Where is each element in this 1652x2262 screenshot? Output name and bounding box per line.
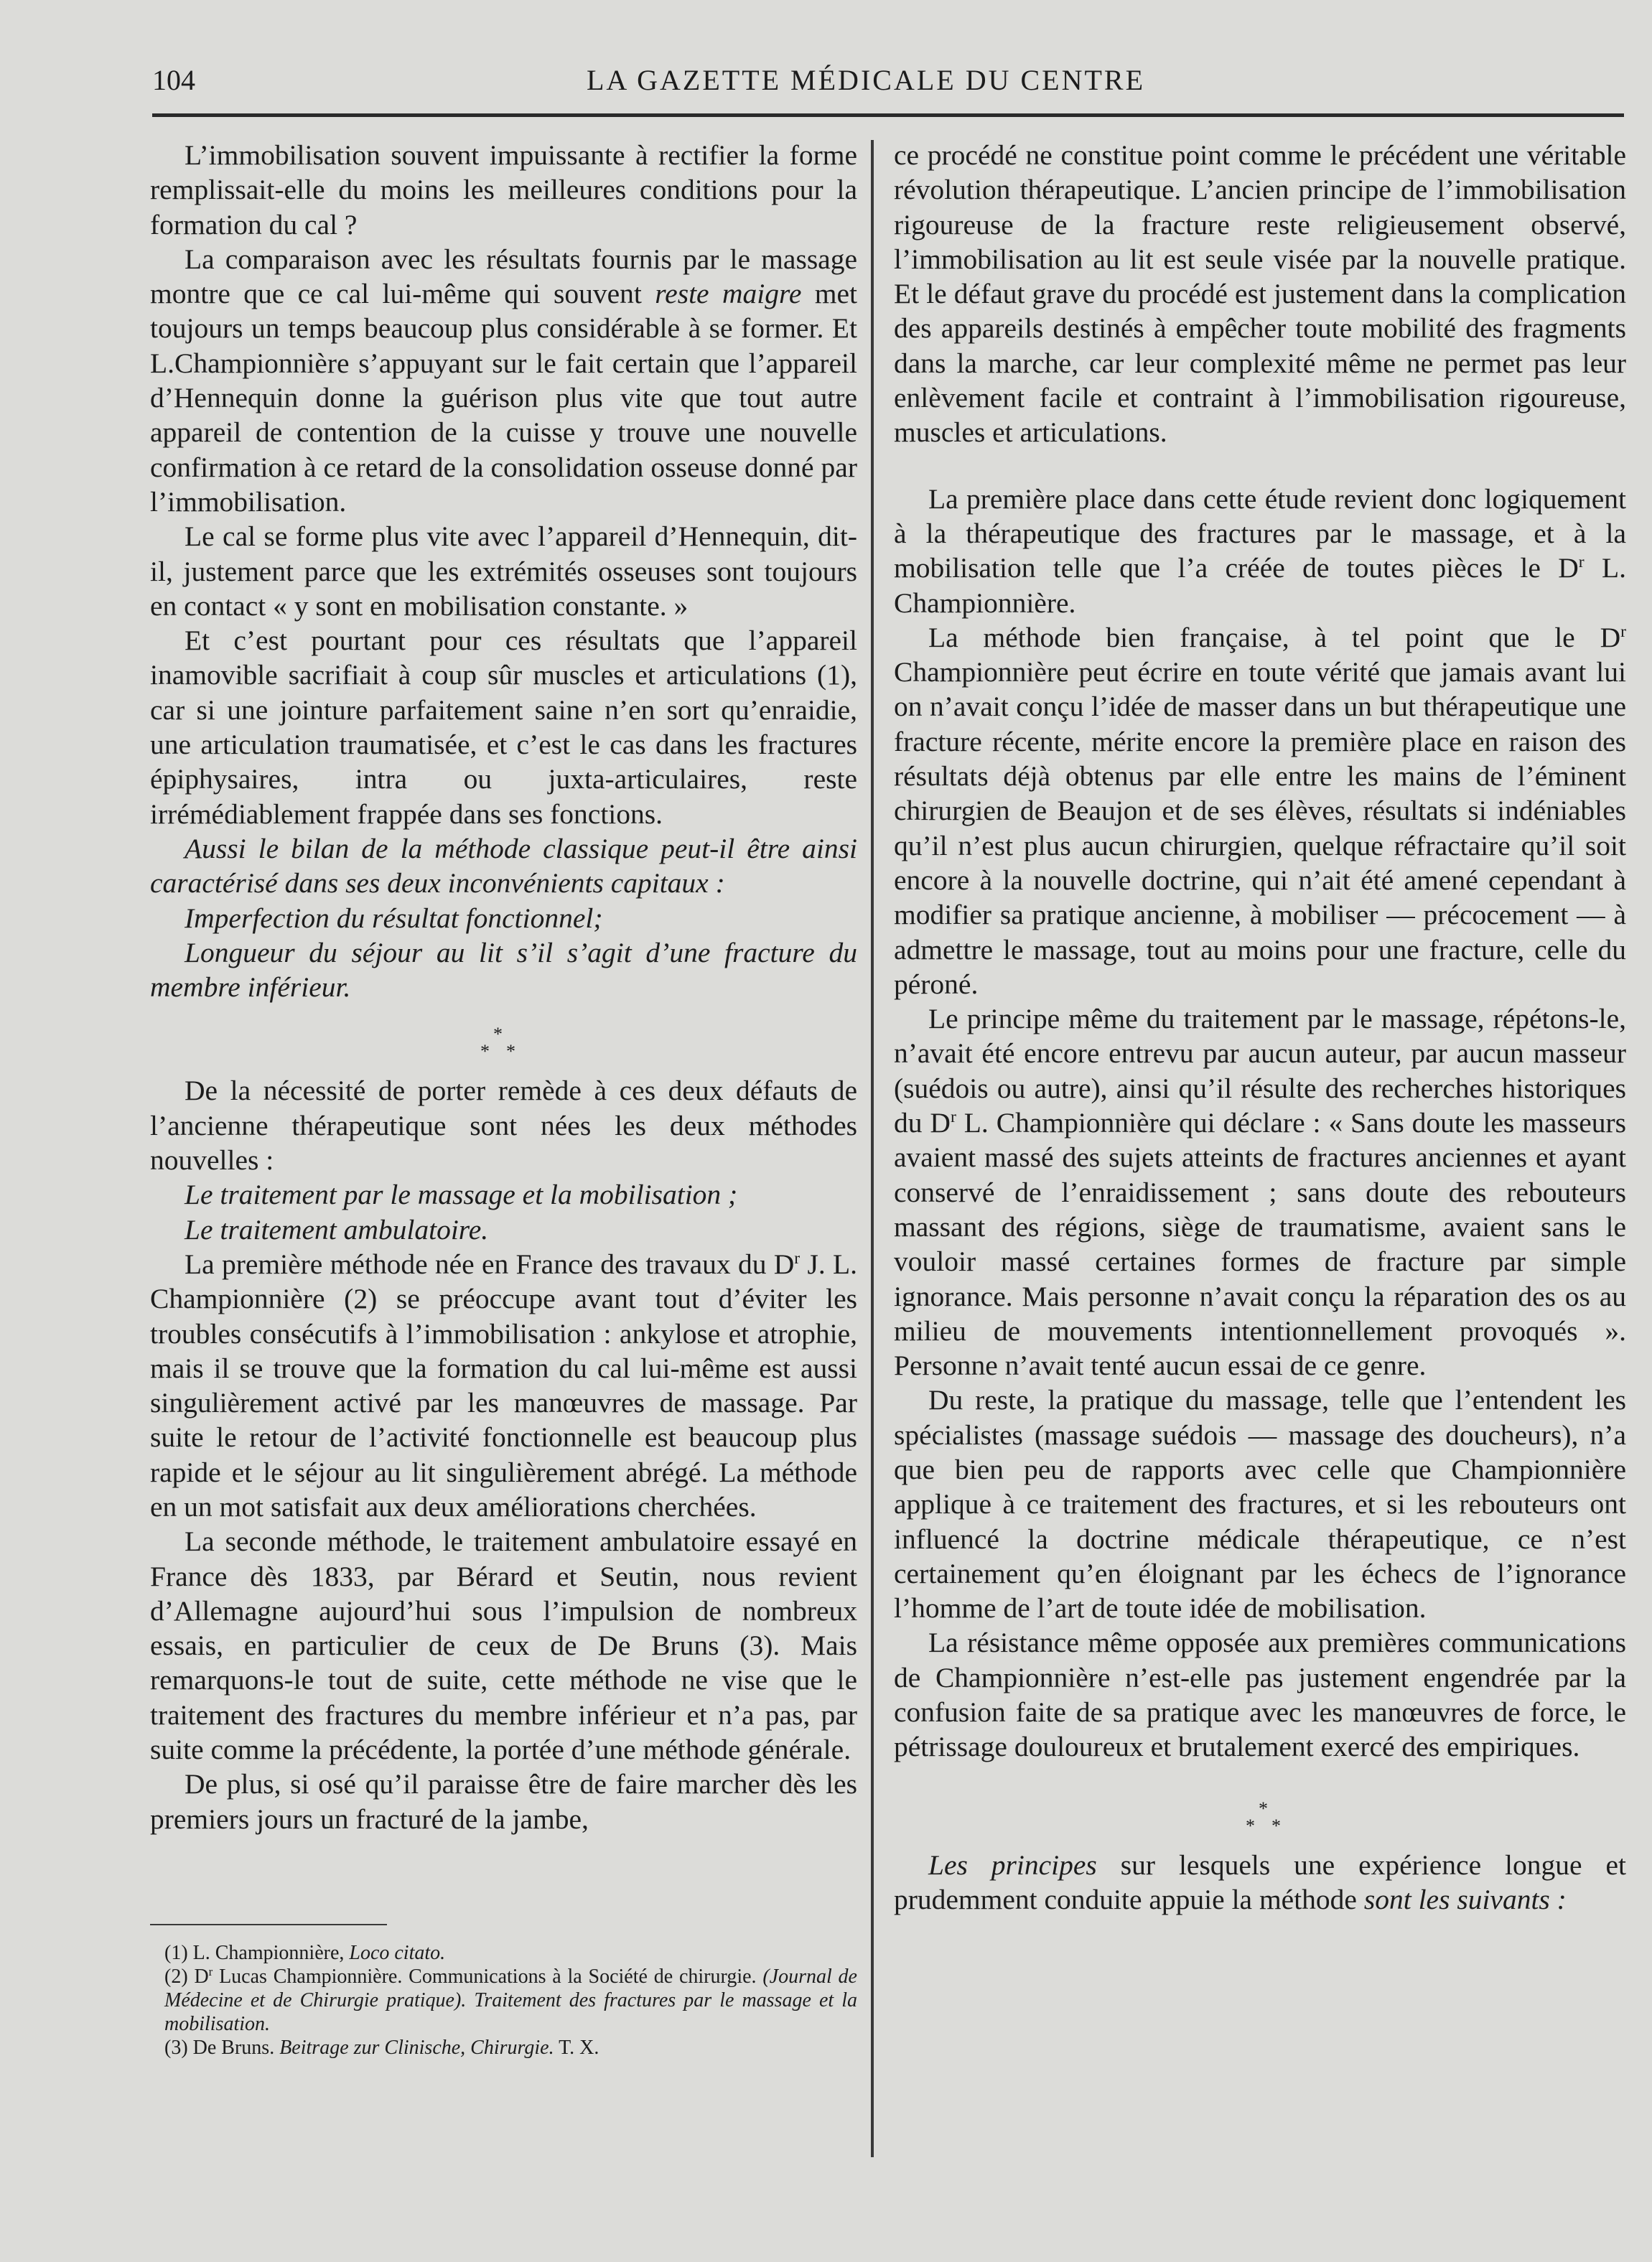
section-separator: * * * [1246, 1798, 1281, 1836]
footnote-rule [150, 1924, 387, 1925]
paragraph: De la nécessité de porter remède à ces deux défauts de l’ancienne thérapeutique sont nées les deux méthodes nouvelles : [150, 1075, 857, 1177]
paragraph: La résistance même opposée aux premières communications de Championnière n’est-elle pas justement engendrée par la confusion faite de sa pratique avec les manœuvres de force, le pétrissage douloureux et brutalement exercé des empiriques. [894, 1627, 1626, 1763]
journal-title: LA GAZETTE MÉDICALE DU CENTRE [587, 64, 1146, 96]
paragraph: Le cal se forme plus vite avec l’appareil d’Hennequin, dit-il, justement parce que les extrémités osseuses sont toujours en contact « y sont en mobilisation constante. » [150, 520, 857, 622]
paragraph: Les principes sur lesquels une expérience longue et prudemment conduite appuie la méthode sont les suivants : [894, 1849, 1626, 1915]
paragraph: Et c’est pourtant pour ces résultats que l’appareil inamovible sacrifiait à coup sûr muscles et articulations (1), car si une jointure parfaitement saine n’en sort qu’enraidie, une articulation traumatisée, et c’est le cas dans les fractures épiphysaires, intra ou juxta-articulaires, reste irrémédiablement frappée dans ses fonctions. [150, 625, 857, 830]
paragraph: La première méthode née en France des travaux du $D^r$ J. L. Championnière (2) se préoccupe avant tout d’éviter les troubles consécutifs à l’immobilisation : ankylose et atrophie, mais il se trouve que la formation du cal lui-même est aussi singulièrement activé par les manœuvres de massage. Par suite le retour de l’activité fonctionnelle est beaucoup plus rapide et le séjour au lit singulièrement abrégé. La méthode en un mot satisfait aux deux améliorations cherchées. [150, 1248, 857, 1523]
paragraph: La seconde méthode, le traitement ambulatoire essayé en France dès 1833, par Bérard et Seutin, nous revient d’Allemagne aujourd’hui sous l’impulsion de nombreux essais, en particulier de ceux de De Bruns (3). Mais remarquons-le tout de suite, cette méthode ne vise que le traitement des fractures du membre inférieur et n’a pas, par suite comme la précédente, la portée d’une méthode générale. [150, 1525, 857, 1766]
header-rule [152, 113, 1624, 117]
paragraph: La comparaison avec les résultats fournis par le massage montre que ce cal lui-même qui souvent reste maigre met toujours un temps beaucoup plus considérable à se former. Et L.Championnière s’appuyant sur le fait certain que l’appareil d’Hennequin donne la guérison plus vite que tout autre appareil de contention de la cuisse y trouve une nouvelle confirmation à ce retard de la consolidation osseuse donné par l’immobilisation. [150, 243, 857, 518]
paragraph-italic: Longueur du séjour au lit s’il s’agit d’une fracture du membre inférieur. [150, 936, 857, 1004]
paragraph-italic: Le traitement ambulatoire. [185, 1213, 489, 1245]
column-divider [871, 140, 874, 2157]
paragraph: La méthode bien française, à tel point que le $D^r$ Championnière peut écrire en toute vérité que jamais avant lui on n’avait conçu l’idée de masser dans un but thérapeutique une fracture récente, mérite encore la première place en raison des résultats déjà obtenus par elle entre les mains de l’éminent chirurgien de Beaujon et de ses élèves, résultats si indéniables qu’il n’est plus aucun chirurgien, quelque réfractaire qu’il soit encore à la nouvelle doctrine, qui n’ait été amené cependant à modifier sa pratique ancienne, à mobiliser — précocement — à admettre le massage, tout au moins pour une fracture, celle du péroné. [894, 621, 1626, 1000]
left-column [150, 138, 857, 1836]
footnote: (1) L. Championnière, Loco citato. [164, 1942, 446, 1964]
paragraph: Du reste, la pratique du massage, telle que l’entendent les spécialistes (massage suédois — massage des doucheurs), n’a que bien peu de rapports avec celle que Championnière applique à ce traitement des fractures, et si les rebouteurs ont influencé la doctrine médicale thérapeutique, ce n’est certainement qu’en éloignant par les échecs de l’ignorance l’homme de l’art de toute idée de mobilisation. [894, 1384, 1626, 1625]
page-number: 104 [152, 64, 195, 96]
paragraph: Le principe même du traitement par le massage, répétons-le, n’avait été encore entrevu par aucun auteur, par aucun masseur (suédois ou autre), ainsi qu’il résulte des recherches historiques du $D^r$ L. Championnière qui déclare : « Sans doute les masseurs avaient massé des sujets atteints de fractures anciennes et ayant conservé de l’enraidissement ; sans doute des rebouteurs massant des régions, siège de traumatisme, avaient sans le vouloir massé certaines formes de fracture par simple ignorance. Mais personne n’avait conçu la réparation des os au milieu de mouvements intentionnellement provoqués ». Personne n’avait tenté aucun essai de ce genre. [894, 1003, 1626, 1382]
paragraph-italic: Le traitement par le massage et la mobilisation ; [185, 1179, 738, 1211]
paragraph-italic: Aussi le bilan de la méthode classique peut-il être ainsi caractérisé dans ses deux inconvénients capitaux : [150, 832, 857, 899]
paragraph: L’immobilisation souvent impuissante à rectifier la forme remplissait-elle du moins les meilleures conditions pour la formation du cal ? [150, 139, 857, 240]
paragraph: De plus, si osé qu’il paraisse être de faire marcher dès les premiers jours un fracturé de la jambe, [150, 1768, 857, 1835]
paragraph-italic: Imperfection du résultat fonctionnel; [185, 902, 603, 934]
paragraph: La première place dans cette étude revient donc logiquement à la thérapeutique des fractures par le massage, et à la mobilisation telle que l’a créée de toutes pièces le $D^r$ L. Championnière. [894, 482, 1626, 619]
paragraph: ce procédé ne constitue point comme le précédent une véritable révolution thérapeutique. L’ancien principe de l’immobilisation rigoureuse de la fracture reste religieusement observé, l’immobilisation au lit est seule visée par la nouvelle pratique. Et le défaut grave du procédé est justement dans la complication des appareils destinés à empêcher toute mobilité des fragments dans la marche, car leur complexité même ne permet pas leur enlèvement facile et contraint à l’immobilisation rigoureuse, muscles et articulations. [894, 139, 1626, 449]
footnote: (3) De Bruns. Beitrage zur Clinische, Chirurgie. T. X. [164, 2037, 599, 2059]
right-column [894, 138, 1626, 1917]
section-separator: * * * [480, 1024, 515, 1062]
page-header [152, 63, 1480, 106]
footnote: (2) $D^r$ Lucas Championnière. Communications à la Société de chirurgie. (Journal de Médecine et de Chirurgie pratique). Traitement des fractures par le massage et la mobilisation. [164, 1964, 857, 2035]
footnotes [150, 1924, 857, 2060]
